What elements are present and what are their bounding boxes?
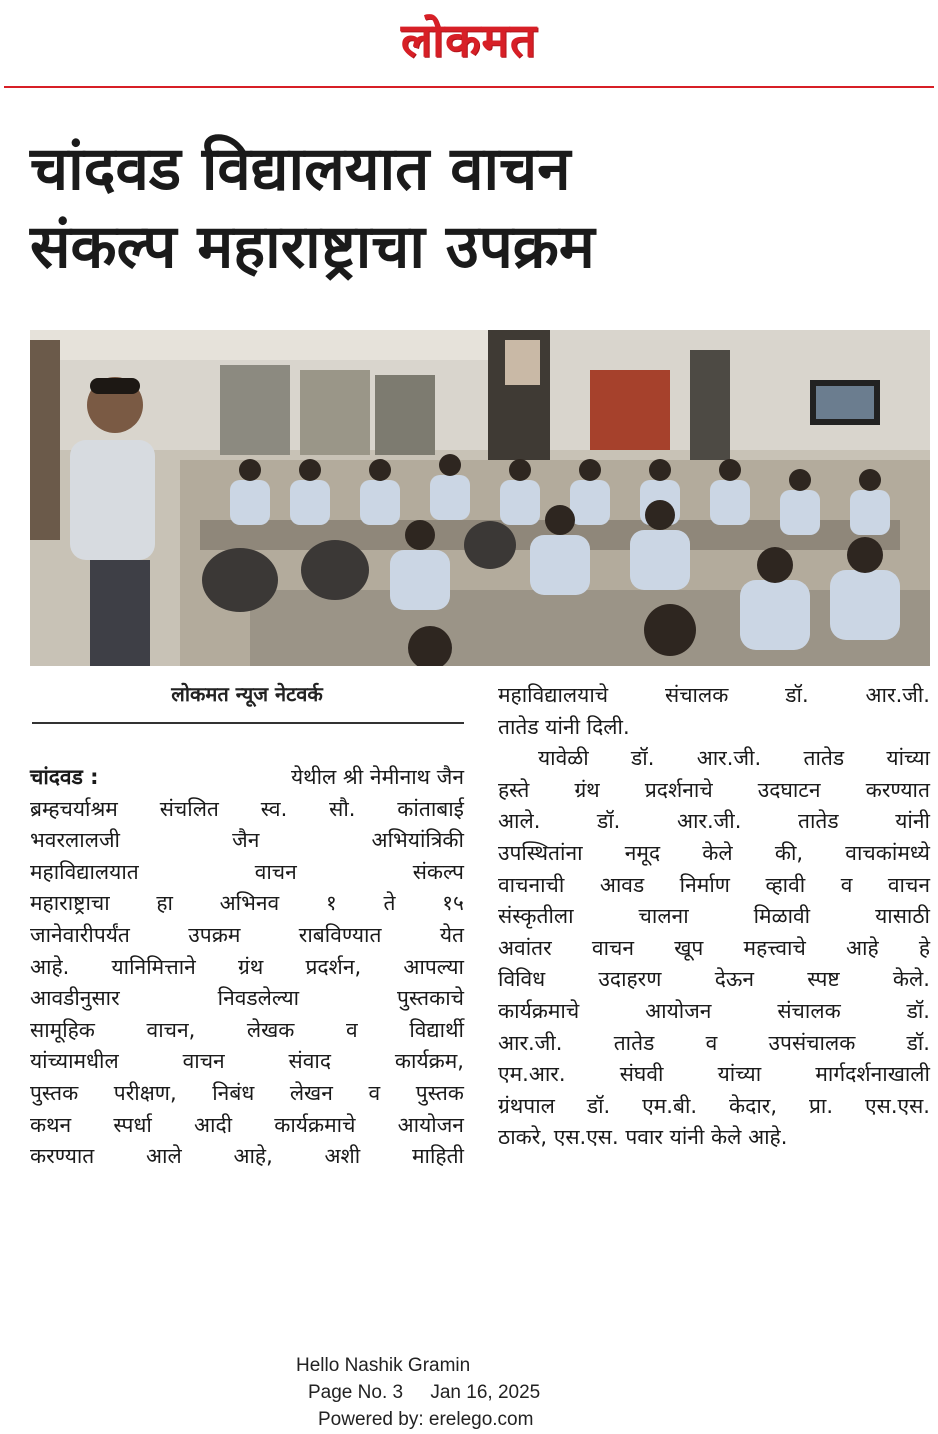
article-word: स्व.	[260, 796, 288, 821]
article-column-right	[498, 680, 930, 1154]
article-word: व	[346, 1017, 358, 1042]
article-line	[498, 743, 930, 775]
article-word: ग्रंथ	[238, 954, 264, 979]
article-word: संचलित	[159, 796, 219, 821]
article-word: ग्रंथपाल	[498, 1093, 555, 1118]
article-word: ते	[383, 891, 396, 916]
footer-date: Jan 16, 2025	[430, 1382, 541, 1403]
article-word: डॉ.	[597, 809, 621, 834]
article-word: यासाठी	[875, 904, 930, 929]
article-word: भवरलालजी	[30, 828, 120, 853]
article-word: की,	[774, 840, 804, 865]
headline-line-2: संकल्प महाराष्ट्राचा उपक्रम	[30, 212, 595, 282]
article-word: हा	[156, 891, 173, 916]
article-word: प्रा.	[808, 1093, 834, 1118]
article-text: येथील श्री नेमीनाथ जैन	[290, 765, 464, 789]
article-line	[498, 680, 930, 712]
article-word: पुस्तक	[415, 1080, 464, 1105]
article-line	[498, 1122, 930, 1154]
article-word: कथन	[30, 1112, 72, 1137]
article-word: मार्गदर्शनाखाली	[815, 1062, 930, 1087]
article-word: आयोजन	[645, 998, 712, 1023]
article-word: परीक्षण,	[113, 1080, 177, 1105]
article-line	[30, 825, 464, 857]
article-word: लेखन	[289, 1080, 333, 1105]
article-word: संचालक	[777, 998, 841, 1023]
article-line	[30, 952, 464, 984]
article-word: व	[840, 872, 853, 897]
article-word: डॉ.	[586, 1093, 611, 1118]
article-word: स्पर्धा	[113, 1112, 152, 1137]
article-word: नमूद	[624, 840, 661, 865]
article-word: डॉ.	[785, 683, 809, 707]
article-line	[30, 794, 464, 826]
article-word: केदार,	[729, 1093, 778, 1118]
article-word: व	[705, 1030, 718, 1055]
article-word: यानिमित्ताने	[111, 954, 196, 979]
article-word: तातेड	[613, 1030, 655, 1055]
article-line	[498, 806, 930, 838]
article-word: आहे	[846, 935, 879, 960]
article-word: महत्त्वाचे	[743, 935, 806, 960]
library-classroom-photo	[30, 330, 930, 666]
article-line	[498, 1091, 930, 1123]
article-word: व	[368, 1080, 381, 1105]
article-word: आवडीनुसार	[30, 986, 120, 1011]
article-column-left	[30, 762, 464, 1173]
article-word: यांच्या	[717, 1062, 762, 1087]
article-word: अशी	[324, 1144, 361, 1169]
article-text: तातेड यांनी दिली.	[498, 714, 630, 739]
article-word: मिळावी	[753, 904, 811, 929]
article-word: राबविण्यात	[298, 922, 382, 947]
article-word: उपक्रम	[188, 922, 241, 947]
article-word: वाचन	[254, 859, 297, 884]
article-word: विविध	[498, 967, 546, 992]
article-line	[498, 712, 930, 744]
article-word: उपसंचालक	[768, 1030, 856, 1055]
article-word: आयोजन	[397, 1112, 464, 1137]
article-line	[30, 1110, 464, 1142]
article-word: आदी	[194, 1112, 233, 1137]
article-word: चालना	[638, 904, 689, 929]
article-word: पुस्तक	[30, 1080, 79, 1105]
article-line	[30, 983, 464, 1015]
article-line	[498, 901, 930, 933]
article-line	[30, 1078, 464, 1110]
article-word: कार्यक्रमाचे	[498, 998, 580, 1023]
lokmat-logo: लोकमत	[400, 13, 538, 67]
article-word: हे	[918, 935, 930, 960]
article-word: एस.एस.	[865, 1093, 930, 1118]
byline: लोकमत न्यूज नेटवर्क	[171, 682, 323, 706]
news-photo	[30, 330, 930, 666]
article-word: देऊन	[714, 967, 755, 992]
article-line	[30, 762, 464, 794]
article-word: संवाद	[288, 1049, 332, 1074]
article-word: वाचन	[887, 872, 930, 897]
article-word: तातेड	[798, 809, 839, 834]
article-line	[498, 933, 930, 965]
footer-powered-by: Powered by: erelego.com	[318, 1409, 534, 1430]
article-line	[498, 838, 930, 870]
article-word: यांनी	[895, 809, 930, 834]
article-word: संचालक	[665, 683, 729, 707]
article-word: प्रदर्शन,	[305, 954, 362, 979]
article-word: केले	[702, 840, 733, 865]
article-word: वाचन	[182, 1049, 225, 1074]
article-word: निबंध	[212, 1080, 255, 1105]
article-word: एम.बी.	[642, 1093, 698, 1118]
footer-edition: Hello Nashik Gramin	[296, 1355, 471, 1376]
article-word: जानेवारीपर्यंत	[30, 922, 130, 947]
article-word: आहे,	[233, 1144, 273, 1169]
article-word: संघवी	[619, 1062, 664, 1087]
article-line	[498, 964, 930, 996]
article-word: महाराष्ट्राचा	[30, 891, 110, 916]
article-word: हस्ते	[498, 777, 530, 802]
footer-page-number: Page No. 3	[308, 1382, 404, 1403]
article-word: वाचनाची	[498, 872, 565, 897]
article-word: अभियांत्रिकी	[371, 828, 464, 853]
article-word: आहे.	[30, 954, 70, 979]
article-word: करण्यात	[865, 777, 930, 802]
article-word: उदघाटन	[757, 777, 821, 802]
article-word: आवड	[599, 872, 645, 897]
article-word: उपस्थितांना	[498, 840, 583, 865]
article-word: निर्माण	[679, 872, 730, 897]
article-line	[498, 1059, 930, 1091]
article-word: निवडलेल्या	[217, 986, 300, 1011]
article-word: आर.जी.	[498, 1030, 563, 1055]
article-word: १५	[442, 891, 464, 916]
article-word: संकल्प	[412, 859, 464, 884]
article-word: वाचन	[591, 935, 635, 960]
article-line	[30, 920, 464, 952]
article-word: कांताबाई	[397, 796, 464, 821]
dateline: चांदवड :	[30, 765, 99, 789]
article-word: ग्रंथ	[574, 777, 600, 802]
article-word: एम.आर.	[498, 1062, 566, 1087]
article-word: महाविद्यालयात	[30, 859, 139, 884]
article-word: जैन	[232, 828, 260, 853]
article-word: माहिती	[411, 1144, 464, 1169]
article-word: कार्यक्रम,	[394, 1049, 464, 1074]
article-text: यावेळी डॉ. आर.जी. तातेड यांच्या	[538, 746, 930, 771]
article-word: प्रदर्शनाचे	[644, 777, 713, 802]
article-word: डॉ.	[906, 998, 930, 1023]
article-word: सामूहिक	[30, 1017, 95, 1042]
article-line	[30, 1015, 464, 1047]
article-word: आपल्या	[403, 954, 464, 979]
article-word: आर.जी.	[865, 683, 930, 707]
article-line	[498, 775, 930, 807]
byline-rule	[32, 722, 464, 724]
article-word: संस्कृतीला	[498, 904, 574, 929]
article-word: अभिनव	[219, 891, 280, 916]
article-text: ठाकरे, एस.एस. पवार यांनी केले आहे.	[498, 1125, 788, 1150]
article-word: आले.	[498, 809, 541, 834]
article-line	[30, 857, 464, 889]
article-line	[30, 1141, 464, 1173]
article-word: पुस्तकाचे	[397, 986, 464, 1011]
article-word: कार्यक्रमाचे	[274, 1112, 356, 1137]
article-word: लेखक	[246, 1017, 295, 1042]
headline-line-1: चांदवड विद्यालयात वाचन	[30, 134, 571, 204]
article-word: वाचन,	[146, 1017, 196, 1042]
article-word: १	[325, 891, 337, 916]
article-word: आले	[146, 1144, 182, 1169]
article-word: आर.जी.	[676, 809, 742, 834]
masthead-rule	[4, 86, 934, 88]
article-word: खूप	[674, 935, 704, 960]
article-word: यांच्यामधील	[30, 1049, 119, 1074]
article-word: सौ.	[329, 796, 356, 821]
article-word: महाविद्यालयाचे	[498, 683, 609, 707]
article-word: विद्यार्थी	[409, 1017, 464, 1042]
article-line	[30, 1046, 464, 1078]
article-word: अवांतर	[498, 935, 552, 960]
article-word: केले.	[892, 967, 930, 992]
article-word: व्हावी	[765, 872, 806, 897]
article-word: स्पष्ट	[807, 967, 840, 992]
headline	[30, 130, 910, 286]
page-footer	[280, 1352, 620, 1433]
article-line	[498, 870, 930, 902]
footer-page-date	[280, 1379, 620, 1406]
article-word: ब्रम्हचर्याश्रम	[30, 796, 118, 821]
article-word: डॉ.	[906, 1030, 930, 1055]
article-word: उदाहरण	[598, 967, 662, 992]
article-word: वाचकांमध्ये	[845, 840, 930, 865]
article-line	[30, 888, 464, 920]
article-line	[498, 996, 930, 1028]
masthead	[0, 0, 938, 92]
article-word: करण्यात	[30, 1144, 95, 1169]
article-word: येत	[439, 922, 464, 947]
article-line	[498, 1028, 930, 1060]
